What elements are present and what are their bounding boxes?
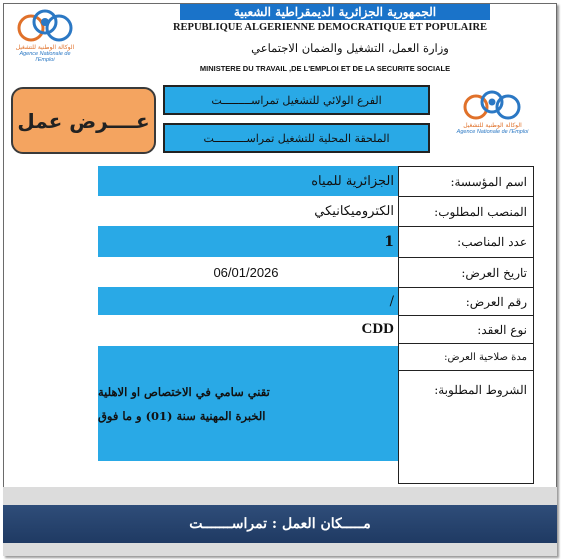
conditions-value — [98, 346, 398, 461]
conditions-label: الشروط المطلوبة: — [434, 383, 527, 397]
workplace-banner: مـــــكان العمل : تمراســـــــت — [3, 505, 557, 543]
wilaya-branch-box: الفرع الولائي للتشغيل تمراســـــــــت — [163, 85, 430, 115]
anem-logo — [12, 8, 78, 63]
local-branch-box: الملحقة المحلية للتشغيل تمراســــــــــت — [163, 123, 430, 153]
condition-item: تقني سامي في الاختصاص او الاهلية — [98, 384, 270, 399]
position-value: الكتروميكانيكي — [314, 203, 394, 219]
republic-title-ar: الجمهورية الجزائرية الديمقراطية الشعبية — [180, 4, 490, 20]
job-offer-table — [98, 166, 534, 484]
ministry-title-ar: وزارة العمل، التشغيل والضمان الاجتماعي — [251, 41, 449, 55]
date-label: تاريخ العرض: — [399, 258, 533, 288]
contract-value: CDD — [361, 320, 394, 337]
position-label: المنصب المطلوب: — [399, 197, 533, 227]
count-value: 1 — [98, 226, 398, 257]
contract-label: نوع العقد: — [399, 316, 533, 344]
number-value: / — [98, 287, 398, 315]
number-label: رقم العرض: — [399, 288, 533, 316]
validity-label: مدة صلاحية العرض: — [399, 344, 533, 371]
job-offer-badge: عــــرض عمل — [11, 87, 156, 154]
ministry-title-fr: MINISTERE DU TRAVAIL ,DE L'EMPLOI ET DE LA SECURITE SOCIALE — [199, 64, 451, 73]
anem-logo-large — [440, 88, 545, 135]
condition-item: الخبرة المهنية سنة (01) و ما فوق — [98, 408, 266, 423]
logo-name-fr: Agence Nationale de l'Emploi — [19, 51, 71, 63]
date-value: 06/01/2026 — [213, 264, 279, 280]
logo-name-ar: الوكالة الوطنية للتشغيل — [15, 44, 75, 51]
republic-title-fr: REPUBLIQUE ALGERIENNE DEMOCRATIQUE ET POPULAIRE — [172, 22, 488, 33]
labels-column — [398, 166, 534, 484]
anem-logo-icon — [12, 8, 78, 44]
company-label: اسم المؤسسة: — [399, 167, 533, 197]
anem-logo-icon — [440, 88, 545, 122]
footer — [3, 487, 557, 556]
company-value: الجزائرية للمياه — [98, 166, 398, 196]
logo-name-fr: Agence Nationale de l'Emploi — [456, 129, 529, 135]
logo-name-ar: الوكالة الوطنية للتشغيل — [463, 122, 522, 129]
count-label: عدد المناصب: — [399, 227, 533, 258]
